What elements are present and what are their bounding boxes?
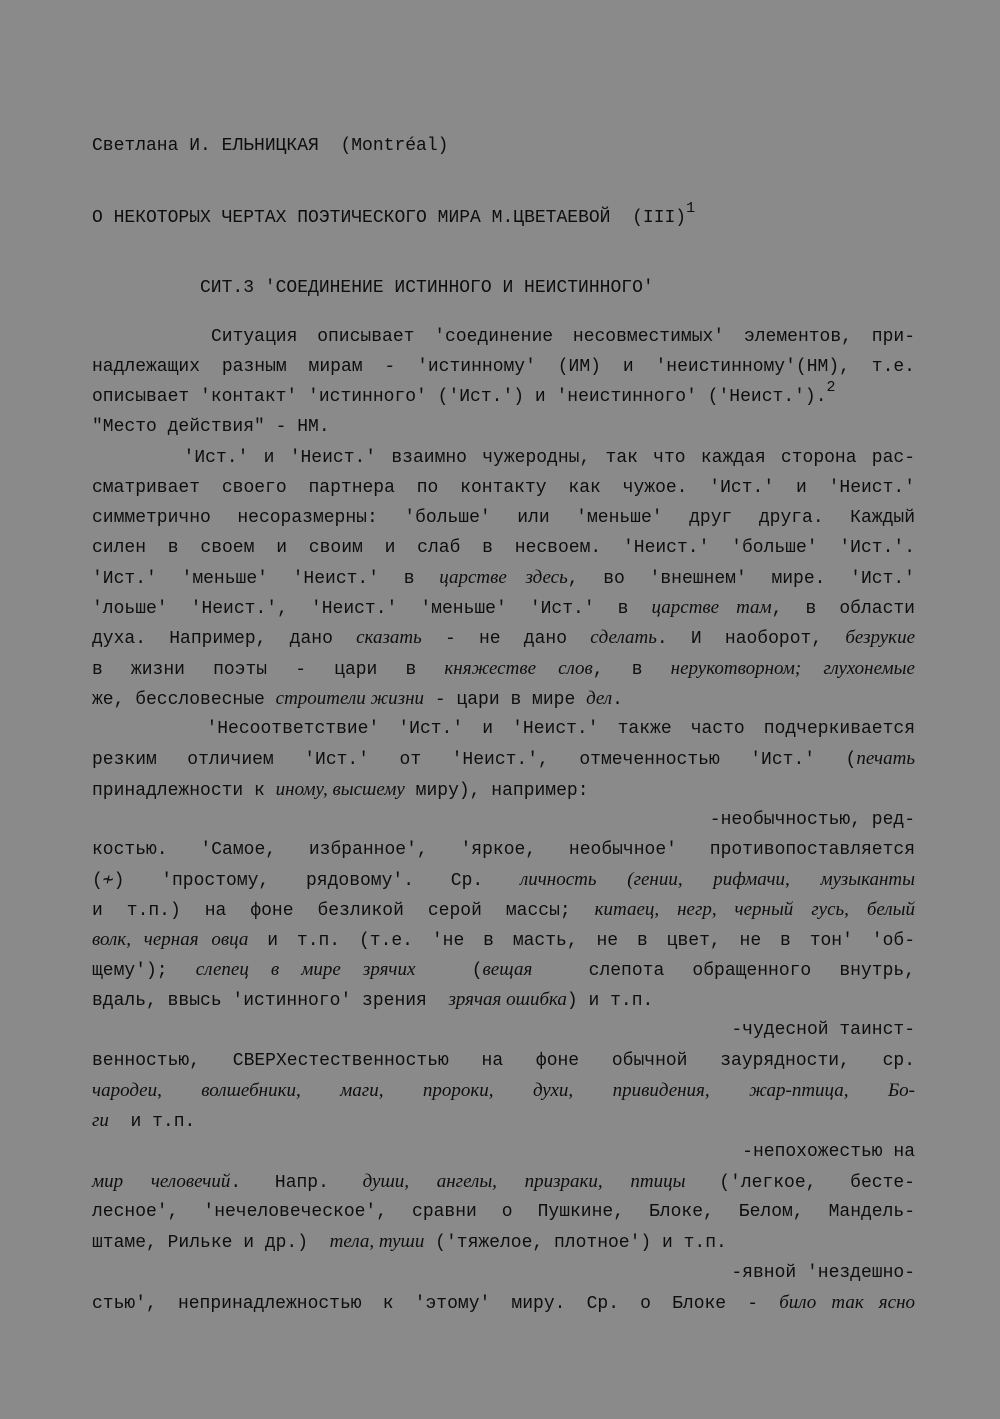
text-run: ('тяжелое, плотное') и т.п. (424, 1233, 727, 1253)
text-line (92, 355, 915, 379)
text-line (92, 958, 915, 982)
text-run: же, бессловесные (92, 690, 276, 710)
text-run: щему'); (92, 961, 196, 981)
text-run: . И наоборот, (656, 629, 846, 649)
footnote-mark: 2 (826, 379, 836, 396)
text-run: - не дано (421, 629, 591, 649)
text-run: -непохожестью на (742, 1142, 915, 1162)
italic-text: тела, туши (329, 1231, 425, 1252)
text-line (92, 1140, 915, 1164)
text-line (92, 1200, 915, 1224)
italic-text: слепец в мире зрячих (195, 959, 416, 980)
text-run: надлежащих разным мирам - 'истинному' (ИМ) и 'неистинному'(НМ), т.е. (92, 357, 915, 377)
text-line (92, 596, 915, 620)
text-run: духа. Например, дано (92, 629, 357, 649)
italic-text: волк, черная овца (92, 929, 249, 950)
text-line (92, 415, 915, 439)
italic-text: безрукие (845, 627, 915, 648)
italic-text: сказать (356, 627, 422, 648)
text-line (92, 838, 915, 862)
text-run: стью', непринадлежностью к 'этому' миру. Ср. о Блоке - (92, 1294, 780, 1314)
text-run: Ситуация описывает 'соединение несовместимых' элементов, при- (92, 327, 915, 347)
text-run: -явной 'нездешно- (731, 1263, 915, 1283)
text-run: "Место действия" - НМ. (92, 417, 330, 437)
text-line (92, 1079, 915, 1103)
text-run: 'лоьше' 'Неист.', 'Неист.' 'меньше' 'Ист.' в (92, 599, 652, 619)
text-line (92, 778, 915, 802)
text-line (92, 1261, 915, 1285)
article-title (92, 200, 915, 230)
italic-text: сделать (590, 627, 657, 648)
italic-text: дел (586, 688, 613, 709)
text-run: лесное', 'нечеловеческое', сравни о Пушкине, Блоке, Белом, Мандель- (92, 1202, 915, 1222)
text-run: в жизни поэты - цари в (92, 660, 445, 680)
text-run: ) и т.п. (566, 991, 654, 1011)
text-run: , в (592, 660, 671, 680)
italic-text: личность (гении, рифмачи, музыканты (519, 869, 915, 890)
italic-text: зрячая ошибка (448, 989, 567, 1010)
italic-text: царстве здесь (439, 567, 568, 588)
italic-text: мир человечий (92, 1171, 231, 1192)
text-line (92, 566, 915, 590)
text-run: сматривает своего партнера по контакту как чужое. 'Ист.' и 'Неист.' (92, 478, 915, 498)
italic-text: било так ясно (779, 1292, 915, 1313)
italic-text: ги (92, 1110, 109, 1131)
italic-text: княжестве слов (444, 658, 593, 679)
text-run: описывает 'контакт' 'истинного' ('Ист.') и 'неистинного' ('Неист.'). (92, 387, 827, 407)
text-run: ( (415, 961, 483, 981)
text-run: 'Ист.' 'меньше' 'Неист.' в (92, 569, 440, 589)
text-line (92, 325, 915, 349)
italic-text: царстве там (651, 597, 772, 618)
text-line (92, 1109, 915, 1133)
footnote-mark: 1 (686, 200, 696, 217)
text-run: резким отличием 'Ист.' от 'Неист.', отмеченностью 'Ист.' ( (92, 750, 857, 770)
text-line (92, 898, 915, 922)
text-line (92, 687, 915, 711)
text-line (92, 1230, 915, 1254)
text-line (92, 717, 915, 741)
text-run: принадлежности к (92, 781, 276, 801)
text-run: , в области (771, 599, 915, 619)
text-run: венностью, СВЕРХестественностью на фоне обычной заурядности, ср. (92, 1051, 915, 1071)
italic-text: печать (856, 748, 915, 769)
italic-text: души, ангелы, призраки, птицы (362, 1171, 686, 1192)
section-heading: СИТ.3 'СОЕДИНЕНИЕ ИСТИННОГО И НЕИСТИННОГО' (200, 278, 654, 298)
text-line (92, 657, 915, 681)
text-run: 'Несоответствие' 'Ист.' и 'Неист.' также часто подчеркивается (92, 719, 915, 739)
author-line: Светлана И. ЕЛЬНИЦКАЯ (Montréal) (92, 136, 449, 156)
text-run: штаме, Рильке и др.) (92, 1233, 330, 1253)
text-line (92, 928, 915, 952)
text-run: , во 'внешнем' мире. 'Ист.' (567, 569, 915, 589)
text-run: силен в своем и своим и слаб в несвоем. 'Неист.' 'больше' 'Ист.'. (92, 538, 915, 558)
text-line (92, 1018, 915, 1042)
text-run: - цари в мире (424, 690, 587, 710)
text-run: (≁) 'простому, рядовому'. Ср. (92, 871, 520, 891)
text-line (92, 1170, 915, 1194)
text-run: . Напр. (230, 1173, 363, 1193)
text-run: 'Ист.' и 'Неист.' взаимно чужеродны, так что каждая сторона рас- (92, 448, 915, 468)
text-line (92, 506, 915, 530)
italic-text: вещая (482, 959, 533, 980)
text-line (92, 536, 915, 560)
text-run: ('легкое, бесте- (685, 1173, 915, 1193)
article-title-text: О НЕКОТОРЫХ ЧЕРТАХ ПОЭТИЧЕСКОГО МИРА М.ЦВЕТАЕВОЙ (III) (92, 208, 687, 228)
italic-text: нерукотворном; глухонемые (670, 658, 915, 679)
text-run: и т.п. (т.е. 'не в масть, не в цвет, не в тон' 'об- (248, 931, 915, 951)
italic-text: китаец, негр, черный гусь, белый (594, 899, 915, 920)
text-line (92, 868, 915, 892)
text-line (92, 808, 915, 832)
text-run: -чудесной таинст- (731, 1020, 915, 1040)
text-run: и т.п. (108, 1112, 196, 1132)
text-line (92, 1291, 915, 1315)
text-line (92, 988, 915, 1012)
text-line (92, 747, 915, 771)
text-run: костью. 'Самое, избранное', 'яркое, необычное' противопоставляется (92, 840, 915, 860)
text-line (92, 1049, 915, 1073)
text-run: слепота обращенного внутрь, (532, 961, 915, 981)
italic-text: чародеи, волшебники, маги, пророки, духи, привидения, жар-птица, Бо- (92, 1080, 915, 1101)
text-line (92, 446, 915, 470)
text-run: и т.п.) на фоне безликой серой массы; (92, 901, 595, 921)
text-run: симметрично несоразмерны: 'больше' или 'меньше' друг друга. Каждый (92, 508, 915, 528)
text-line (92, 626, 915, 650)
italic-text: иному, высшему (275, 779, 405, 800)
text-line (92, 476, 915, 500)
text-run: вдаль, ввысь 'истинного' зрения (92, 991, 449, 1011)
text-run: -необычностью, ред- (709, 810, 915, 830)
text-run: миру), например: (404, 781, 589, 801)
text-run: . (612, 690, 623, 710)
italic-text: строители жизни (275, 688, 425, 709)
text-line (92, 379, 915, 409)
